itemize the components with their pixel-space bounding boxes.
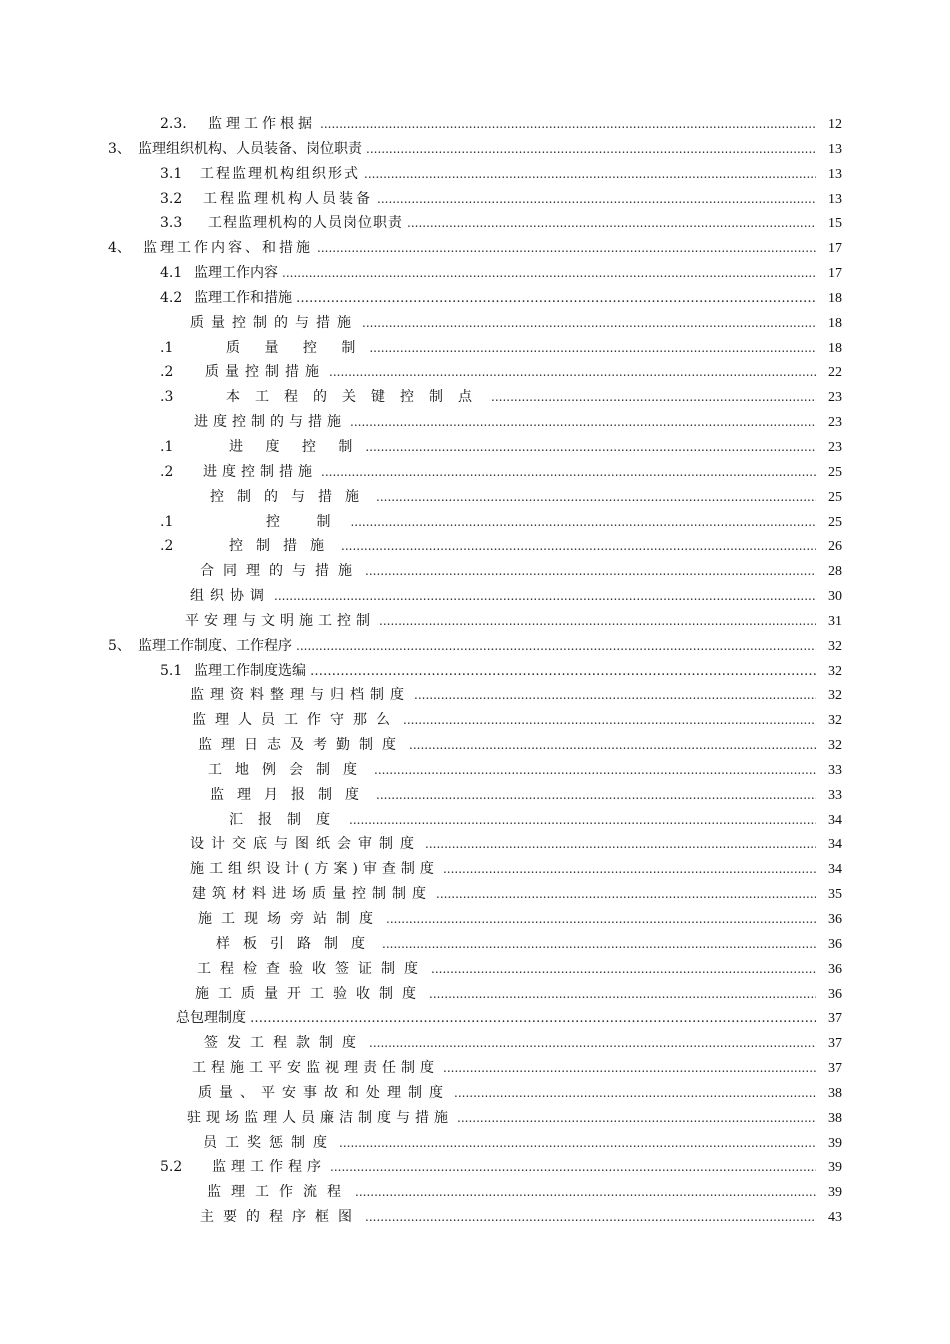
toc-entry[interactable] [0, 1031, 950, 1056]
toc-entry-page-number: 37 [828, 1011, 842, 1027]
dot-leader [320, 112, 816, 137]
toc-entry-title: 监理月报制度 [210, 786, 372, 803]
dot-leader [403, 708, 816, 733]
toc-entry-title: 设计交底与图纸会审制度 [190, 836, 421, 853]
toc-entry[interactable] [0, 758, 950, 783]
toc-entry-title: 施工质量开工验收制度 [195, 985, 425, 1002]
dot-leader [296, 634, 816, 659]
toc-entry-title: 监理工作和措施 [194, 289, 292, 306]
toc-entry-number: .1 [160, 438, 174, 455]
toc-entry-page-number: 22 [828, 365, 842, 381]
toc-entry-title: 监理工作程序 [212, 1159, 326, 1176]
toc-entry[interactable] [0, 1081, 950, 1106]
toc-entry[interactable] [0, 982, 950, 1007]
table-of-contents [0, 112, 950, 1230]
toc-entry-page-number: 25 [828, 489, 842, 505]
toc-entry-number: 5.1 [160, 662, 183, 679]
toc-entry-page-number: 33 [828, 787, 842, 803]
toc-entry-number: .2 [160, 364, 174, 381]
toc-entry-page-number: 12 [828, 117, 842, 132]
toc-entry[interactable] [0, 261, 950, 286]
dot-leader [366, 137, 816, 162]
toc-entry-title: 监理组织机构、人员装备、岗位职责 [138, 140, 362, 157]
toc-entry-title: 质量控制的与措施 [190, 314, 358, 331]
toc-entry-page-number: 36 [828, 961, 842, 977]
toc-entry[interactable] [0, 832, 950, 857]
toc-entry-number: .3 [160, 389, 174, 406]
toc-entry[interactable] [0, 559, 950, 584]
toc-entry-title: 进度控制措施 [203, 463, 317, 480]
toc-entry-title: 进 度 控 制 [229, 438, 362, 455]
toc-entry[interactable] [0, 634, 950, 659]
toc-entry-title: 监理工作根据 [208, 116, 316, 132]
dot-leader [376, 485, 816, 510]
toc-entry-title: 本工程的关键控制点 [226, 389, 487, 406]
dot-leader [310, 659, 816, 685]
toc-entry[interactable] [0, 385, 950, 410]
toc-entry[interactable] [0, 907, 950, 932]
toc-entry-page-number: 39 [828, 1135, 842, 1151]
toc-entry-title: 质 量 控 制 [226, 339, 366, 356]
toc-entry-title: 工程检查验收签证制度 [197, 960, 427, 977]
toc-entry-page-number: 23 [828, 390, 842, 406]
toc-entry-number: .2 [160, 538, 174, 555]
toc-entry[interactable] [0, 584, 950, 609]
toc-entry-title: 汇报制度 [229, 811, 345, 828]
toc-entry-number: 3.2 [160, 190, 183, 207]
toc-entry[interactable] [0, 783, 950, 808]
toc-entry[interactable] [0, 435, 950, 460]
toc-entry-title: 控制的与措施 [210, 488, 372, 505]
dot-leader [454, 1081, 816, 1106]
toc-entry-title: 质量、平安事故和处理制度 [198, 1084, 450, 1101]
toc-entry-page-number: 39 [828, 1160, 842, 1176]
dot-leader [382, 932, 816, 957]
toc-entry[interactable] [0, 932, 950, 957]
toc-entry-title: 监理工作内容 [194, 265, 278, 282]
dot-leader [365, 559, 816, 584]
toc-entry-page-number: 37 [828, 1061, 842, 1077]
toc-entry-title: 工地例会制度 [208, 761, 370, 778]
toc-entry[interactable] [0, 733, 950, 758]
toc-entry[interactable] [0, 857, 950, 882]
toc-entry-page-number: 32 [828, 738, 842, 754]
toc-entry-title: 样板引路制度 [216, 935, 378, 952]
toc-entry[interactable] [0, 1006, 950, 1031]
toc-entry[interactable] [0, 609, 950, 634]
toc-entry-title: 工程监理机构人员装备 [203, 190, 373, 207]
dot-leader [409, 733, 816, 758]
dot-leader [339, 1131, 816, 1156]
toc-entry[interactable] [0, 683, 950, 708]
toc-entry-title: 工程监理机构的人员岗位职责 [208, 215, 403, 232]
toc-entry-page-number: 35 [828, 887, 842, 903]
toc-entry-page-number: 26 [828, 539, 842, 555]
toc-entry-page-number: 15 [828, 216, 842, 232]
toc-entry-page-number: 36 [828, 986, 842, 1002]
toc-entry-title: 驻现场监理人员廉洁制度与措施 [187, 1109, 453, 1126]
toc-entry-page-number: 32 [828, 688, 842, 704]
toc-entry-title: 监理工作内容、和措施 [143, 240, 313, 257]
toc-entry-title: 控制措施 [229, 538, 337, 555]
toc-entry-title: 监理人员工作守那么 [192, 712, 399, 729]
dot-leader [377, 187, 816, 212]
toc-entry-page-number: 32 [828, 663, 842, 679]
toc-entry[interactable] [0, 485, 950, 510]
dot-leader [491, 385, 816, 410]
toc-entry-number: 5、 [108, 637, 131, 654]
toc-entry-title: 合同理的与措施 [200, 563, 361, 580]
toc-entry[interactable] [0, 336, 950, 361]
dot-leader [341, 534, 816, 559]
toc-entry[interactable] [0, 510, 950, 535]
toc-entry-number: .1 [160, 339, 174, 356]
toc-entry-page-number: 30 [828, 589, 842, 605]
dot-leader [369, 1031, 816, 1056]
dot-leader [317, 236, 816, 261]
toc-entry-title: 监理资料整理与归档制度 [190, 687, 410, 704]
toc-entry-page-number: 34 [828, 812, 842, 828]
dot-leader [362, 311, 816, 336]
toc-entry-page-number: 38 [828, 1110, 842, 1126]
toc-entry-page-number: 32 [828, 638, 842, 654]
toc-entry-page-number: 34 [828, 862, 842, 878]
dot-leader [296, 286, 816, 312]
toc-entry[interactable] [0, 659, 950, 684]
toc-entry-page-number: 23 [828, 415, 842, 431]
toc-entry-page-number: 23 [828, 439, 842, 455]
dot-leader [365, 1205, 816, 1230]
toc-entry-page-number: 17 [828, 241, 842, 257]
dot-leader [386, 907, 816, 932]
dot-leader [431, 957, 816, 982]
toc-entry-title: 主要的程序框图 [200, 1209, 361, 1226]
toc-entry[interactable] [0, 882, 950, 907]
toc-entry-page-number: 18 [828, 290, 842, 306]
toc-entry[interactable] [0, 808, 950, 833]
toc-entry[interactable] [0, 211, 950, 236]
toc-entry-number: 3.3 [160, 215, 183, 232]
dot-leader [274, 584, 816, 609]
dot-leader [330, 1155, 816, 1180]
toc-entry-page-number: 39 [828, 1185, 842, 1201]
toc-entry-page-number: 33 [828, 762, 842, 778]
toc-entry-page-number: 13 [828, 191, 842, 207]
toc-entry-number: .1 [160, 513, 174, 530]
toc-entry[interactable] [0, 1056, 950, 1081]
toc-entry-title: 监理日志及考勤制度 [198, 737, 405, 754]
toc-entry[interactable] [0, 1205, 950, 1230]
dot-leader [443, 857, 816, 882]
toc-entry-title: 建筑材料进场质量控制制度 [192, 886, 432, 903]
toc-entry-title: 工程施工平安监视理责任制度 [192, 1060, 439, 1077]
dot-leader [443, 1056, 816, 1081]
toc-entry-number: 3、 [108, 140, 131, 157]
dot-leader [369, 336, 816, 361]
toc-entry[interactable] [0, 1155, 950, 1180]
toc-entry-number: .2 [160, 463, 174, 480]
toc-entry-page-number: 13 [828, 166, 842, 182]
dot-leader [407, 211, 816, 236]
toc-entry-title: 监理工作流程 [207, 1184, 351, 1201]
toc-entry-title: 工程监理机构组织形式 [200, 165, 360, 182]
toc-entry-page-number: 36 [828, 912, 842, 927]
toc-entry[interactable] [0, 311, 950, 336]
toc-entry[interactable] [0, 957, 950, 982]
toc-entry[interactable] [0, 236, 950, 261]
toc-entry-page-number: 18 [828, 315, 842, 331]
toc-entry-number: 5.2 [160, 1159, 183, 1176]
toc-entry-title: 签发工程款制度 [204, 1035, 365, 1052]
toc-entry[interactable] [0, 1106, 950, 1131]
toc-entry-title: 总包理制度 [176, 1010, 246, 1027]
dot-leader [374, 758, 816, 783]
toc-entry[interactable] [0, 1131, 950, 1156]
toc-entry-title: 监理工作制度、工作程序 [138, 637, 292, 654]
toc-entry-page-number: 31 [828, 613, 842, 629]
toc-entry-page-number: 25 [828, 464, 842, 480]
toc-entry-page-number: 32 [828, 713, 842, 729]
dot-leader [282, 261, 816, 286]
toc-entry[interactable] [0, 708, 950, 733]
toc-entry-title: 施工组织设计(方案)审查制度 [190, 861, 439, 878]
toc-entry-title: 质量控制措施 [205, 364, 325, 381]
toc-entry-number: 4.2 [160, 289, 183, 306]
toc-entry[interactable] [0, 112, 950, 137]
toc-entry-page-number: 38 [828, 1085, 842, 1101]
toc-entry-number: 3.1 [160, 165, 183, 182]
dot-leader [350, 510, 816, 535]
toc-entry[interactable] [0, 137, 950, 162]
dot-leader [429, 982, 816, 1007]
dot-leader [364, 162, 816, 187]
toc-entry-title: 进度控制的与措施 [194, 414, 346, 431]
toc-entry-number: 4、 [108, 240, 131, 257]
toc-entry-page-number: 18 [828, 340, 842, 356]
dot-leader [321, 460, 816, 485]
toc-entry[interactable] [0, 1180, 950, 1205]
dot-leader [379, 609, 816, 634]
dot-leader [349, 808, 816, 833]
dot-leader [355, 1180, 816, 1205]
toc-entry[interactable] [0, 360, 950, 385]
dot-leader [376, 783, 816, 808]
dot-leader [457, 1106, 816, 1131]
toc-entry-title: 控 制 [266, 513, 347, 530]
toc-entry-page-number: 28 [828, 564, 842, 580]
toc-entry[interactable] [0, 162, 950, 187]
toc-entry[interactable] [0, 286, 950, 311]
toc-entry-page-number: 34 [828, 837, 842, 853]
toc-entry-page-number: 37 [828, 1036, 842, 1052]
toc-entry-title: 平安理与文明施工控制 [185, 612, 375, 629]
toc-entry-title: 组织协调 [190, 588, 270, 605]
dot-leader [414, 683, 816, 708]
toc-entry-title: 监理工作制度选编 [194, 662, 306, 679]
toc-entry-page-number: 43 [828, 1210, 842, 1226]
toc-entry[interactable] [0, 534, 950, 559]
toc-entry-page-number: 25 [828, 514, 842, 530]
dot-leader [425, 832, 816, 857]
dot-leader [329, 360, 816, 385]
toc-entry[interactable] [0, 410, 950, 435]
dot-leader [350, 410, 816, 435]
toc-entry-title: 施工现场旁站制度 [198, 911, 382, 927]
toc-entry[interactable] [0, 460, 950, 485]
toc-entry-number: 4.1 [160, 265, 183, 282]
toc-entry-page-number: 13 [828, 141, 842, 157]
dot-leader [436, 882, 816, 907]
toc-entry-page-number: 36 [828, 936, 842, 952]
dot-leader [250, 1006, 816, 1032]
toc-entry-number: 2.3. [160, 116, 187, 132]
toc-entry-page-number: 17 [828, 266, 842, 282]
toc-entry[interactable] [0, 187, 950, 212]
dot-leader [365, 435, 816, 460]
toc-entry-title: 员工奖惩制度 [203, 1134, 335, 1151]
